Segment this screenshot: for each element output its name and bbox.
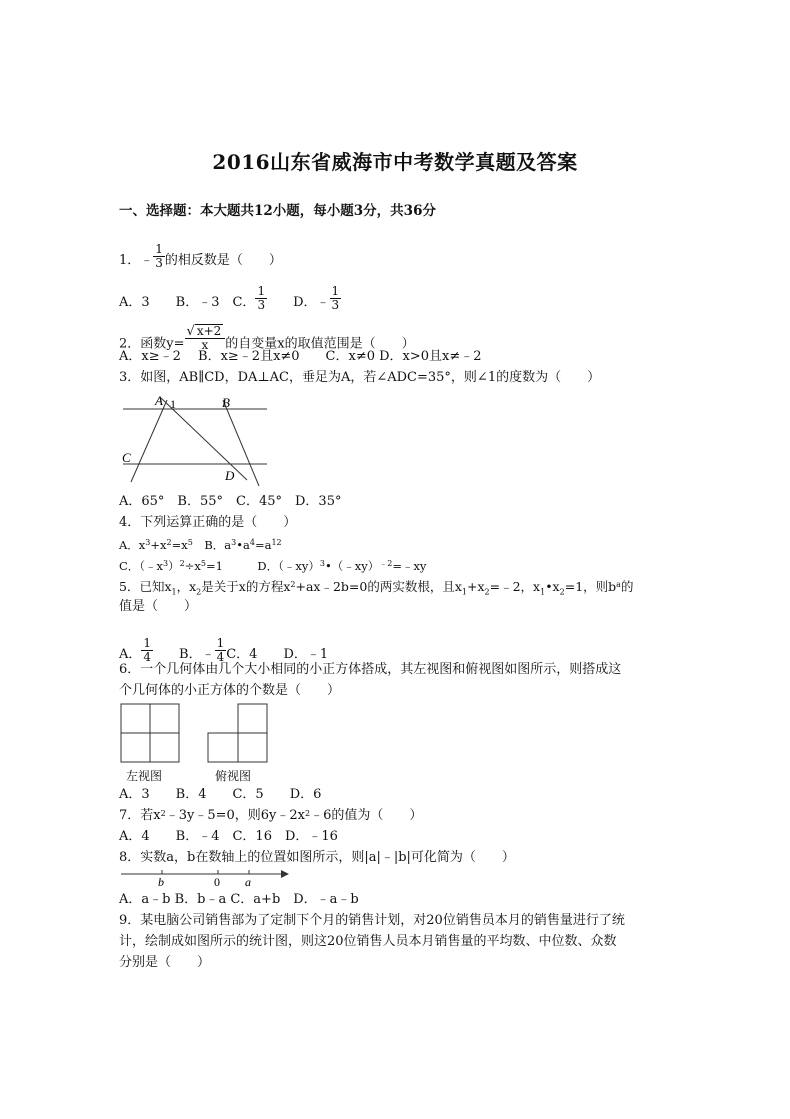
question-5-line-2: 值是（ ）	[119, 599, 198, 614]
label-zero: 0	[214, 875, 220, 888]
label-b: b	[158, 875, 164, 888]
label-b: B	[222, 395, 230, 410]
number-line-figure	[119, 866, 291, 888]
question-3: 3．如图，AB∥CD，DA⊥AC，垂足为A，若∠ADC=35°，则∠1的度数为（ ）	[119, 370, 601, 385]
page-title: 2016山东省威海市中考数学真题及答案	[212, 150, 578, 174]
fraction: $\frac{1}{4}$	[216, 636, 225, 664]
top-view-caption: 俯视图	[215, 769, 252, 783]
question-8: 8．实数a，b在数轴上的位置如图所示，则|a|﹣|b|可化简为（ ）	[119, 850, 515, 865]
question-1-options: A．3 B．﹣3 C． $\frac{1}{3}$ D．﹣ $\frac{1}{3}$	[119, 284, 340, 312]
question-6-line-1: 6．一个几何体由几个大小相同的小正方体搭成，其左视图和俯视图如图所示，则搭成这	[119, 662, 622, 677]
question-5-line-1: 5．已知$x_1$，$x_2$是关于x的方程$x^2+ax﹣2b=0$的两实数根，且$x_1+x_2=﹣2$，$x_1•x_2=1$，则$b^a$的	[119, 579, 634, 597]
radical-fraction: $\frac{√ x+2}{x}$	[185, 324, 226, 352]
question-4-options-cd: C．$(﹣x^3)^2\div x^5=1$ D．（﹣xy）$^3$•（﹣xy）$^{﹣2}$=﹣xy	[119, 559, 427, 573]
line-ac	[131, 400, 167, 482]
question-7-options: A．4 B．﹣4 C．16 D．﹣16	[119, 829, 338, 844]
question-3-options: A．65° B．55° C．45° D．35°	[119, 494, 342, 509]
question-8-options: A．a﹣b B．b﹣a C．a+b D．﹣a﹣b	[119, 892, 359, 907]
parallel-lines-figure	[119, 392, 271, 488]
question-4: 4．下列运算正确的是（ ）	[119, 515, 297, 530]
question-2: 2．函数y= $\frac{√ x+2}{x}$ 的自变量x的取值范围是（ ）	[119, 324, 415, 352]
question-6-options: A．3 B．4 C．5 D．6	[119, 787, 322, 802]
section-heading: 一、选择题：本大题共12小题，每小题3分，共36分	[119, 203, 436, 219]
label-d: D	[225, 468, 235, 483]
question-9-line-2: 计，绘制成如图所示的统计图，则这20位销售人员本月销售量的平均数、中位数、众数	[119, 934, 617, 949]
question-6-line-2: 个几何体的小正方体的个数是（ ）	[119, 683, 341, 698]
fraction: $\frac{1}{3}$	[331, 284, 340, 312]
fraction: $\frac{1}{3}$	[155, 242, 163, 270]
question-4-options-ab: A．$x^3+x^2=x^5$ B．$a^3•a^4=a^{12}$	[119, 538, 282, 552]
label-c: C	[122, 450, 131, 465]
question-2-options: A．x≥﹣2 B．x≥﹣2且x≠0 C．x≠0 D．x>0且x≠﹣2	[119, 349, 482, 364]
question-5-options: A． $\frac{1}{4}$ B．﹣ $\frac{1}{4}$ C．4 D．﹣1	[119, 636, 329, 664]
question-9-line-3: 分别是（ ）	[119, 955, 211, 970]
left-view-caption: 左视图	[126, 769, 163, 783]
fraction: $\frac{1}{4}$	[143, 636, 152, 664]
views-figure-extra	[119, 702, 269, 764]
question-9-line-1: 9．某电脑公司销售部为了定制下个月的销售计划，对20位销售员本月的销售量进行了统	[119, 913, 625, 928]
q1-suffix: 的相反数是（ ）	[164, 253, 282, 268]
question-7: 7．若$x^2﹣3y﹣5=0$，则$6y﹣2x^2﹣6$的值为（ ）	[119, 808, 423, 823]
fraction: $\frac{1}{3}$	[257, 284, 266, 312]
label-a: a	[245, 875, 251, 888]
label-a: A	[155, 393, 163, 408]
question-1	[119, 242, 282, 274]
arrow-right-icon	[281, 870, 289, 878]
q1-prefix: 1．﹣	[119, 253, 154, 268]
label-angle-1: 1	[170, 397, 176, 411]
